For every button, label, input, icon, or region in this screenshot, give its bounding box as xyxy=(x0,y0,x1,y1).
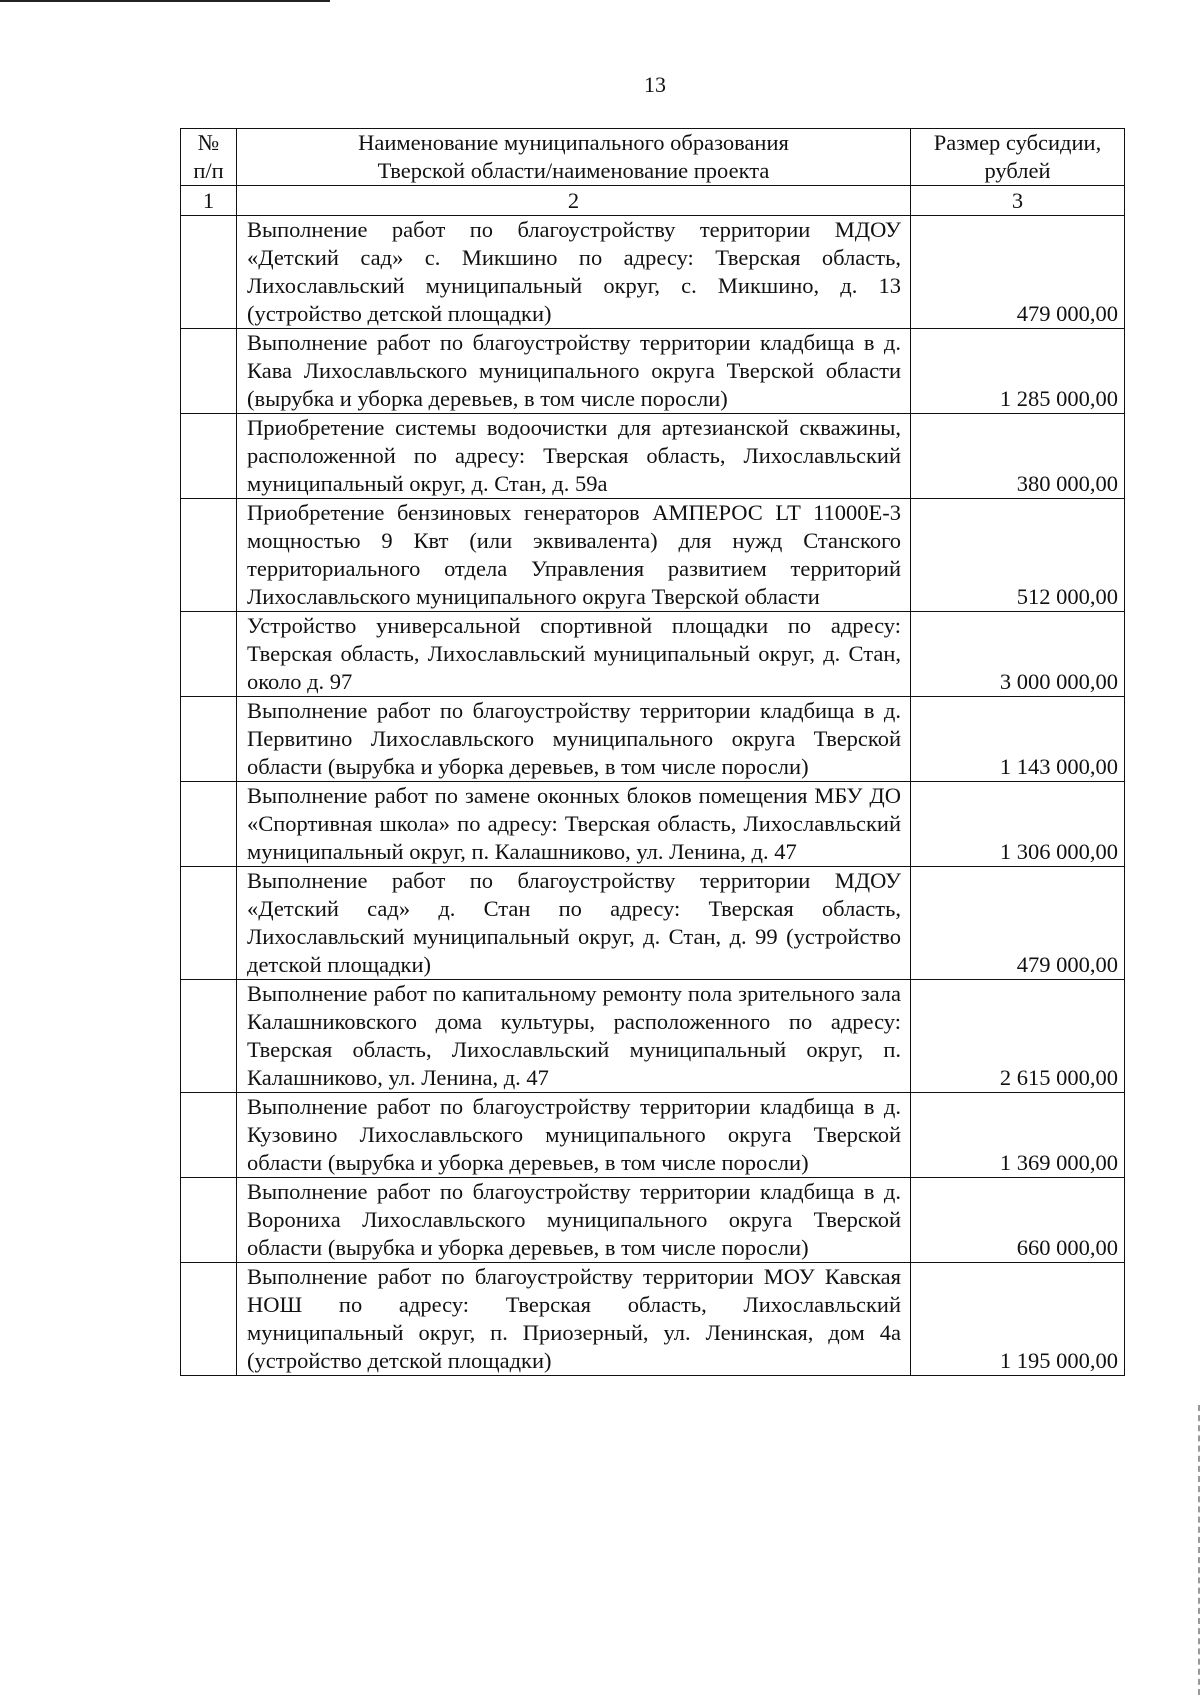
subsidy-amount: 380 000,00 xyxy=(911,414,1125,499)
header-number-line2: п/п xyxy=(193,158,224,183)
table-row xyxy=(181,499,1125,612)
column-index-3: 3 xyxy=(911,186,1125,216)
subsidy-amount: 1 285 000,00 xyxy=(911,329,1125,414)
project-name: Выполнение работ по благоустройству территории МОУ Кавская НОШ по адресу: Тверская область, Лихославльский муниципальный округ, п. Приозерный, ул. Ленинская, дом 4а (устройство детской площадки) xyxy=(237,1263,911,1376)
subsidy-amount: 1 369 000,00 xyxy=(911,1093,1125,1178)
project-name: Приобретение системы водоочистки для артезианской скважины, расположенной по адресу: Тверская область, Лихославльский муниципальный округ, д. Стан, д. 59а xyxy=(237,414,911,499)
row-number xyxy=(181,697,237,782)
row-number xyxy=(181,1263,237,1376)
column-index-1: 1 xyxy=(181,186,237,216)
subsidy-amount: 3 000 000,00 xyxy=(911,612,1125,697)
subsidy-amount: 479 000,00 xyxy=(911,867,1125,980)
project-name: Приобретение бензиновых генераторов АМПЕРОС LT 11000Е-3 мощностью 9 Квт (или эквивалента) для нужд Станского территориального отдела Управления развитием территорий Лихославльского муниципального округа Тверской области xyxy=(237,499,911,612)
project-name: Выполнение работ по благоустройству территории МДОУ «Детский сад» с. Микшино по адресу: Тверская область, Лихославльский муниципальный округ, с. Микшино, д. 13 (устройство детской площадки) xyxy=(237,216,911,329)
project-name: Устройство универсальной спортивной площадки по адресу: Тверская область, Лихославльский муниципальный округ, д. Стан, около д. 97 xyxy=(237,612,911,697)
header-number xyxy=(181,129,237,186)
subsidy-amount: 2 615 000,00 xyxy=(911,980,1125,1093)
table-header-row xyxy=(181,129,1125,186)
table-row xyxy=(181,867,1125,980)
row-number xyxy=(181,216,237,329)
table-row xyxy=(181,1093,1125,1178)
top-edge-rule xyxy=(0,0,330,2)
header-sum-line2: рублей xyxy=(984,158,1051,183)
project-name: Выполнение работ по замене оконных блоков помещения МБУ ДО «Спортивная школа» по адресу: Тверская область, Лихославльский муниципальный округ, п. Калашниково, ул. Ленина, д. 47 xyxy=(237,782,911,867)
table-row xyxy=(181,697,1125,782)
table-row xyxy=(181,414,1125,499)
subsidy-amount: 1 306 000,00 xyxy=(911,782,1125,867)
column-index-row xyxy=(181,186,1125,216)
table-row xyxy=(181,329,1125,414)
project-name: Выполнение работ по благоустройству территории кладбища в д. Первитино Лихославльского муниципального округа Тверской области (вырубка и уборка деревьев, в том числе поросли) xyxy=(237,697,911,782)
row-number xyxy=(181,867,237,980)
column-index-2: 2 xyxy=(237,186,911,216)
project-name: Выполнение работ по благоустройству территории кладбища в д. Кава Лихославльского муниципального округа Тверской области (вырубка и уборка деревьев, в том числе поросли) xyxy=(237,329,911,414)
table-row xyxy=(181,216,1125,329)
row-number xyxy=(181,1093,237,1178)
header-name-line2: Тверской области/наименование проекта xyxy=(377,158,770,183)
row-number xyxy=(181,612,237,697)
header-number-line1: № xyxy=(197,130,220,155)
table-row xyxy=(181,980,1125,1093)
project-name: Выполнение работ по благоустройству территории МДОУ «Детский сад» д. Стан по адресу: Тверская область, Лихославльский муниципальный округ, д. Стан, д. 99 (устройство детской площадки) xyxy=(237,867,911,980)
row-number xyxy=(181,980,237,1093)
project-name: Выполнение работ по благоустройству территории кладбища в д. Кузовино Лихославльского муниципального округа Тверской области (вырубка и уборка деревьев, в том числе поросли) xyxy=(237,1093,911,1178)
table-row xyxy=(181,1263,1125,1376)
table-row xyxy=(181,782,1125,867)
subsidy-amount: 660 000,00 xyxy=(911,1178,1125,1263)
header-name-line1: Наименование муниципального образования xyxy=(358,130,789,155)
project-name: Выполнение работ по капитальному ремонту пола зрительного зала Калашниковского дома культуры, расположенного по адресу: Тверская область, Лихославльский муниципальный округ, п. Калашниково, ул. Ленина, д. 47 xyxy=(237,980,911,1093)
scan-edge-marks xyxy=(1194,1405,1200,1695)
page-number: 13 xyxy=(644,72,666,97)
table-row xyxy=(181,612,1125,697)
table-row xyxy=(181,1178,1125,1263)
project-name: Выполнение работ по благоустройству территории кладбища в д. Ворониха Лихославльского муниципального округа Тверской области (вырубка и уборка деревьев, в том числе поросли) xyxy=(237,1178,911,1263)
subsidy-amount: 479 000,00 xyxy=(911,216,1125,329)
subsidy-table xyxy=(180,128,1125,1376)
header-sum xyxy=(911,129,1125,186)
header-sum-line1: Размер субсидии, xyxy=(933,130,1102,155)
row-number xyxy=(181,499,237,612)
row-number xyxy=(181,329,237,414)
row-number xyxy=(181,414,237,499)
subsidy-amount: 1 143 000,00 xyxy=(911,697,1125,782)
row-number xyxy=(181,782,237,867)
subsidy-amount: 512 000,00 xyxy=(911,499,1125,612)
subsidy-amount: 1 195 000,00 xyxy=(911,1263,1125,1376)
header-name xyxy=(237,129,911,186)
row-number xyxy=(181,1178,237,1263)
